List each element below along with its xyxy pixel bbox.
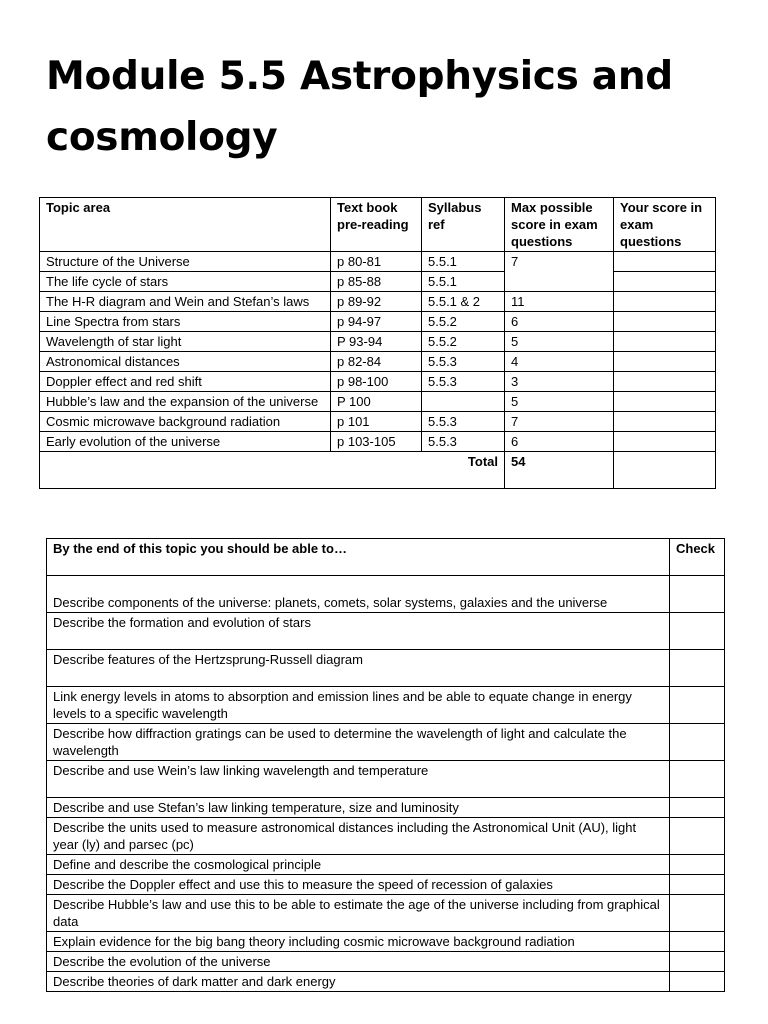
topic-score-table xyxy=(39,197,716,489)
topic-cell: Wavelength of star light xyxy=(40,332,331,352)
table-row xyxy=(40,412,716,432)
pages-cell: p 89-92 xyxy=(331,292,422,312)
check-cell[interactable] xyxy=(670,761,725,798)
pages-cell: p 98-100 xyxy=(331,372,422,392)
total-label: Total xyxy=(40,452,505,489)
outcome-text: Describe theories of dark matter and dark energy xyxy=(47,972,670,992)
check-cell[interactable] xyxy=(670,613,725,650)
topic-cell: Cosmic microwave background radiation xyxy=(40,412,331,432)
table-row xyxy=(40,312,716,332)
check-cell[interactable] xyxy=(670,818,725,855)
max-score-cell: 3 xyxy=(505,372,614,392)
ref-cell: 5.5.1 xyxy=(422,272,505,292)
pages-cell: p 85-88 xyxy=(331,272,422,292)
pages-cell: P 93-94 xyxy=(331,332,422,352)
table-header-row xyxy=(40,198,716,252)
outcome-text: Describe the units used to measure astronomical distances including the Astronomical Unit (AU), light year (ly) and parsec (pc) xyxy=(47,818,670,855)
topic-cell: Astronomical distances xyxy=(40,352,331,372)
topic-cell: Line Spectra from stars xyxy=(40,312,331,332)
your-score-cell[interactable] xyxy=(614,372,716,392)
table-row xyxy=(40,252,716,272)
check-cell[interactable] xyxy=(670,855,725,875)
header-text-book: Text book pre-reading xyxy=(331,198,422,252)
max-score-cell: 6 xyxy=(505,312,614,332)
list-item xyxy=(47,724,725,761)
your-score-cell[interactable] xyxy=(614,352,716,372)
check-cell[interactable] xyxy=(670,875,725,895)
outcome-text: Describe how diffraction gratings can be used to determine the wavelength of light and calculate the wavelength xyxy=(47,724,670,761)
list-item xyxy=(47,895,725,932)
list-item xyxy=(47,855,725,875)
your-total-cell[interactable] xyxy=(614,452,716,489)
header-topic-area: Topic area xyxy=(40,198,331,252)
list-item xyxy=(47,687,725,724)
learning-outcomes-table xyxy=(46,538,725,992)
list-item xyxy=(47,761,725,798)
total-value: 54 xyxy=(505,452,614,489)
outcome-text: Describe components of the universe: planets, comets, solar systems, galaxies and the universe xyxy=(47,576,670,613)
topic-cell: Hubble’s law and the expansion of the universe xyxy=(40,392,331,412)
outcome-text: Explain evidence for the big bang theory including cosmic microwave background radiation xyxy=(47,932,670,952)
ref-cell: 5.5.3 xyxy=(422,432,505,452)
check-cell[interactable] xyxy=(670,932,725,952)
check-cell[interactable] xyxy=(670,895,725,932)
page-title: Module 5.5 Astrophysics and cosmology xyxy=(46,54,673,160)
list-item xyxy=(47,613,725,650)
ref-cell: 5.5.3 xyxy=(422,372,505,392)
topic-cell: The H-R diagram and Wein and Stefan’s laws xyxy=(40,292,331,312)
topic-cell: The life cycle of stars xyxy=(40,272,331,292)
max-score-cell: 4 xyxy=(505,352,614,372)
pages-cell: P 100 xyxy=(331,392,422,412)
max-score-cell: 5 xyxy=(505,392,614,412)
check-cell[interactable] xyxy=(670,972,725,992)
your-score-cell[interactable] xyxy=(614,392,716,412)
check-cell[interactable] xyxy=(670,952,725,972)
pages-cell: p 82-84 xyxy=(331,352,422,372)
outcomes-header: By the end of this topic you should be able to… xyxy=(47,539,670,576)
list-item xyxy=(47,798,725,818)
table-row xyxy=(40,432,716,452)
list-item xyxy=(47,952,725,972)
table-row xyxy=(40,332,716,352)
pages-cell: p 94-97 xyxy=(331,312,422,332)
header-your-score: Your score in exam questions xyxy=(614,198,716,252)
outcome-text: Describe the formation and evolution of stars xyxy=(47,613,670,650)
ref-cell xyxy=(422,392,505,412)
table-row xyxy=(40,392,716,412)
max-score-cell: 5 xyxy=(505,332,614,352)
outcomes-header-row xyxy=(47,539,725,576)
outcome-text: Link energy levels in atoms to absorption and emission lines and be able to equate change in energy levels to a specific wavelength xyxy=(47,687,670,724)
max-score-cell: 7 xyxy=(505,412,614,432)
ref-cell: 5.5.1 & 2 xyxy=(422,292,505,312)
header-max-score: Max possible score in exam questions xyxy=(505,198,614,252)
your-score-cell[interactable] xyxy=(614,272,716,292)
outcome-text: Describe Hubble’s law and use this to be able to estimate the age of the universe including from graphical data xyxy=(47,895,670,932)
list-item xyxy=(47,576,725,613)
max-score-cell: 6 xyxy=(505,432,614,452)
outcome-text: Describe features of the Hertzsprung-Russell diagram xyxy=(47,650,670,687)
your-score-cell[interactable] xyxy=(614,412,716,432)
your-score-cell[interactable] xyxy=(614,292,716,312)
pages-cell: p 103-105 xyxy=(331,432,422,452)
your-score-cell[interactable] xyxy=(614,332,716,352)
topic-cell: Early evolution of the universe xyxy=(40,432,331,452)
pages-cell: p 80-81 xyxy=(331,252,422,272)
ref-cell: 5.5.1 xyxy=(422,252,505,272)
ref-cell: 5.5.2 xyxy=(422,312,505,332)
max-score-cell: 11 xyxy=(505,292,614,312)
ref-cell: 5.5.3 xyxy=(422,412,505,432)
outcome-text: Describe and use Wein’s law linking wavelength and temperature xyxy=(47,761,670,798)
outcome-text: Describe the Doppler effect and use this to measure the speed of recession of galaxies xyxy=(47,875,670,895)
your-score-cell[interactable] xyxy=(614,312,716,332)
check-cell[interactable] xyxy=(670,650,725,687)
outcome-text: Define and describe the cosmological principle xyxy=(47,855,670,875)
check-cell[interactable] xyxy=(670,576,725,613)
check-cell[interactable] xyxy=(670,724,725,761)
outcome-text: Describe and use Stefan’s law linking temperature, size and luminosity xyxy=(47,798,670,818)
your-score-cell[interactable] xyxy=(614,252,716,272)
header-syllabus-ref: Syllabus ref xyxy=(422,198,505,252)
list-item xyxy=(47,875,725,895)
table-row xyxy=(40,272,716,292)
check-cell[interactable] xyxy=(670,798,725,818)
ref-cell: 5.5.3 xyxy=(422,352,505,372)
table-row xyxy=(40,292,716,312)
list-item xyxy=(47,932,725,952)
topic-cell: Structure of the Universe xyxy=(40,252,331,272)
table-row xyxy=(40,352,716,372)
your-score-cell[interactable] xyxy=(614,432,716,452)
list-item xyxy=(47,972,725,992)
list-item xyxy=(47,650,725,687)
table-row xyxy=(40,372,716,392)
max-score-cell: 7 xyxy=(505,252,614,292)
topic-cell: Doppler effect and red shift xyxy=(40,372,331,392)
list-item xyxy=(47,818,725,855)
outcome-text: Describe the evolution of the universe xyxy=(47,952,670,972)
ref-cell: 5.5.2 xyxy=(422,332,505,352)
pages-cell: p 101 xyxy=(331,412,422,432)
check-cell[interactable] xyxy=(670,687,725,724)
check-header: Check xyxy=(670,539,725,576)
total-row xyxy=(40,452,716,489)
